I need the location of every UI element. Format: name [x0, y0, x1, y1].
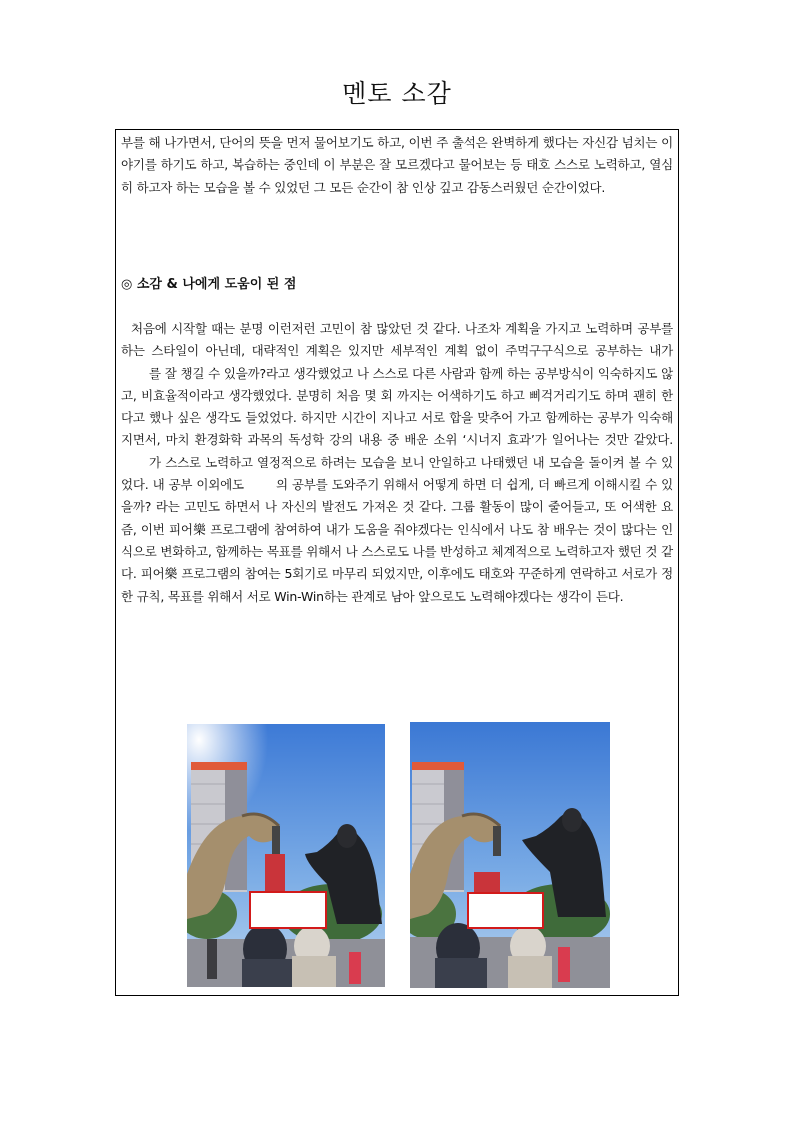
paragraph-reflection: [121, 318, 673, 608]
reflection-text-4: 의 공부를 도와주기 위해서 어떻게 하면 더 쉽게, 더 빠르게 이해시킬 수 있을까? 라는 고민도 하면서 나 자신의 발전도 가져온 것 같다. 그룹 활동이 많이 줄어들고, 또 어색한 요즘, 이번 피어樂 프로그램에 참여하여 내가 도움을 줘야겠다는 인식에서 나도 참 배우는 것이 많다는 인식으로 변화하고, 함께하는 목표를 위해서 나 스스로도 나를 반성하고 체계적으로 노력하고자 했던 것 같다. 피어樂 프로그램의 참여는 5회기로 마무리 되었지만, 이후에도 태호와 꾸준하게 연락하고 서로가 정한 규칙, 목표를 위해서 서로 Win-Win하는 관계로 남아 앞으로도 노력해야겠다는 생각이 든다.: [121, 477, 673, 604]
page-title: 멘토 소감: [342, 79, 452, 108]
paragraph-continuation: 부를 해 나가면서, 단어의 뜻을 먼저 물어보기도 하고, 이번 주 출석은 완벽하게 했다는 자신감 넘치는 이야기를 하기도 하고, 복습하는 중인데 이 부분은 잘 모르겠다고 물어보는 등 태호 스스로 노력하고, 열심히 하고자 하는 모습을 볼 수 있었던 그 모든 순간이 참 인상 깊고 감동스러웠던 순간이었다.: [121, 135, 673, 195]
reflection-text-3: 가 스스로 노력하고 열정적으로 하려는 모습을 보니 안일하고 나태했던 내 모습을 돌이켜 볼 수 있었다. 내 공부 이외에도: [121, 454, 673, 493]
redaction-box: [249, 891, 327, 929]
photo-dinosaur-gorilla-icon: [410, 722, 610, 988]
photo-right: [410, 722, 610, 988]
reflection-text-1: 처음에 시작할 때는 분명 이런저런 고민이 참 많았던 것 같다. 나조차 계획을 가지고 노력하며 공부를 하는 스타일이 아닌데, 대략적인 계획은 있지만 세부적인 계획 없이 주먹구구식으로 공부하는 내가: [121, 321, 673, 359]
redaction-box: [467, 892, 544, 929]
photo-left: [187, 724, 385, 987]
section-heading: ◎ 소감 & 나에게 도움이 된 점: [121, 277, 297, 292]
photo-dinosaur-gorilla-icon: [187, 724, 385, 987]
reflection-text-2: 를 잘 챙길 수 있을까?라고 생각했었고 나 스스로 다른 사람과 함께 하는 공부방식이 익숙하지도 않고, 비효율적이라고 생각했었다. 분명히 처음 몇 회 까지는 어색하기도 하고 삐걱거리기도 하며 괜히 한다고 했나 싶은 생각도 들었었다. 하지만 시간이 지나고 서로 합을 맞추어 가고 함께하는 공부가 익숙해지면서, 마치 환경화학 과목의 독성학 강의 내용 중 배운 소위 ‘시너지 효과’가 일어나는 것만 같았다.: [121, 365, 673, 448]
